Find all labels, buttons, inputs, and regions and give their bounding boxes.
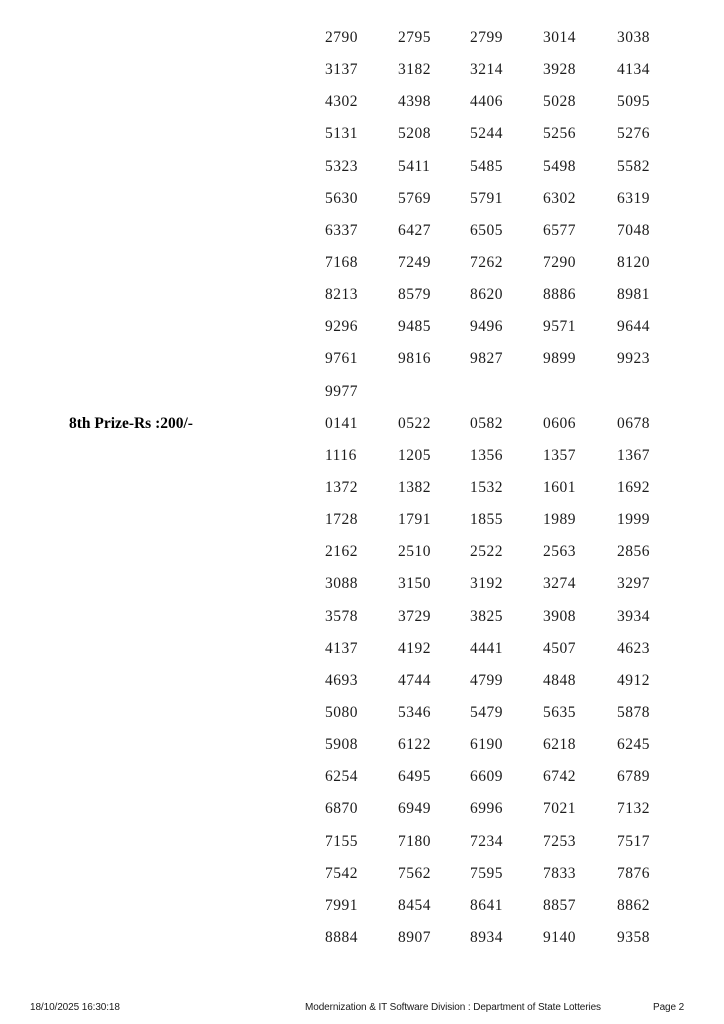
ticket-number: 9485 [398, 318, 431, 336]
ticket-number: 6577 [543, 221, 576, 239]
ticket-number: 3934 [617, 607, 650, 625]
ticket-number: 7253 [543, 832, 576, 850]
ticket-number: 4848 [543, 671, 576, 689]
number-row [0, 922, 724, 954]
footer-page-number: Page 2 [653, 1002, 685, 1013]
ticket-number: 2799 [470, 29, 503, 46]
ticket-number: 4744 [398, 671, 431, 689]
ticket-number: 8884 [325, 928, 358, 946]
ticket-number: 4623 [617, 639, 650, 657]
ticket-number: 3192 [470, 575, 503, 593]
ticket-number: 1116 [325, 446, 357, 464]
number-row [0, 504, 724, 536]
ticket-number: 4441 [470, 639, 503, 657]
number-row [0, 215, 724, 247]
ticket-number: 7290 [543, 253, 576, 271]
ticket-number: 9140 [543, 928, 576, 946]
ticket-number: 5479 [470, 703, 503, 721]
ticket-number: 6996 [470, 800, 503, 818]
number-row [0, 118, 724, 150]
ticket-number: 7132 [617, 800, 650, 818]
ticket-number: 6949 [398, 800, 431, 818]
number-row [0, 665, 724, 697]
ticket-number: 0606 [543, 414, 576, 432]
number-row [0, 697, 724, 729]
ticket-number: 5208 [398, 125, 431, 143]
ticket-number: 5411 [398, 157, 431, 175]
ticket-number: 7517 [617, 832, 650, 850]
ticket-number: 8120 [617, 253, 650, 271]
footer-division: Modernization & IT Software Division : Department of State Lotteries [305, 1002, 601, 1013]
number-row [0, 793, 724, 825]
number-row [0, 568, 724, 600]
ticket-number: 6427 [398, 221, 431, 239]
ticket-number: 6254 [325, 768, 358, 786]
ticket-number: 3825 [470, 607, 503, 625]
ticket-number: 1999 [617, 511, 650, 529]
ticket-number: 5256 [543, 125, 576, 143]
ticket-number: 5346 [398, 703, 431, 721]
ticket-number: 0141 [325, 414, 358, 432]
ticket-number: 8454 [398, 896, 431, 914]
ticket-number: 6495 [398, 768, 431, 786]
ticket-number: 2510 [398, 543, 431, 561]
ticket-number: 2522 [470, 543, 503, 561]
ticket-number: 9827 [470, 350, 503, 368]
ticket-number: 5630 [325, 189, 358, 207]
number-row [0, 408, 724, 440]
number-row [0, 22, 724, 54]
number-row [0, 761, 724, 793]
ticket-number: 1382 [398, 478, 431, 496]
ticket-number: 5878 [617, 703, 650, 721]
ticket-number: 5791 [470, 189, 503, 207]
ticket-number: 9571 [543, 318, 576, 336]
number-row [0, 311, 724, 343]
ticket-number: 6505 [470, 221, 503, 239]
ticket-number: 6122 [398, 736, 431, 754]
ticket-number: 1367 [617, 446, 650, 464]
ticket-number: 7168 [325, 253, 358, 271]
ticket-number: 5908 [325, 736, 358, 754]
ticket-number: 6742 [543, 768, 576, 786]
prize-label: 8th Prize-Rs :200/- [69, 414, 193, 432]
ticket-number: 4398 [398, 93, 431, 111]
ticket-number: 3297 [617, 575, 650, 593]
ticket-number: 4137 [325, 639, 358, 657]
ticket-number: 0678 [617, 414, 650, 432]
ticket-number: 0582 [470, 414, 503, 432]
ticket-number: 5582 [617, 157, 650, 175]
ticket-number: 2162 [325, 543, 358, 561]
ticket-number: 5131 [325, 125, 358, 143]
ticket-number: 7155 [325, 832, 358, 850]
ticket-number: 6245 [617, 736, 650, 754]
ticket-number: 6870 [325, 800, 358, 818]
ticket-number: 9977 [325, 382, 358, 400]
ticket-number: 6218 [543, 736, 576, 754]
number-row [0, 151, 724, 183]
ticket-number: 4507 [543, 639, 576, 657]
ticket-number: 4406 [470, 93, 503, 111]
number-grid [0, 22, 724, 954]
ticket-number: 9496 [470, 318, 503, 336]
ticket-number: 6609 [470, 768, 503, 786]
ticket-number: 2856 [617, 543, 650, 561]
ticket-number: 7249 [398, 253, 431, 271]
ticket-number: 7262 [470, 253, 503, 271]
ticket-number: 1728 [325, 511, 358, 529]
ticket-number: 7048 [617, 221, 650, 239]
ticket-number: 8907 [398, 928, 431, 946]
ticket-number: 5080 [325, 703, 358, 721]
ticket-number: 6337 [325, 221, 358, 239]
ticket-number: 9296 [325, 318, 358, 336]
number-row [0, 890, 724, 922]
ticket-number: 7234 [470, 832, 503, 850]
ticket-number: 3928 [543, 61, 576, 79]
ticket-number: 4693 [325, 671, 358, 689]
ticket-number: 7595 [470, 864, 503, 882]
ticket-number: 9761 [325, 350, 358, 368]
ticket-number: 6190 [470, 736, 503, 754]
number-row [0, 54, 724, 86]
ticket-number: 5323 [325, 157, 358, 175]
ticket-number: 8213 [325, 286, 358, 304]
ticket-number: 5095 [617, 93, 650, 111]
ticket-number: 3150 [398, 575, 431, 593]
ticket-number: 7542 [325, 864, 358, 882]
ticket-number: 3274 [543, 575, 576, 593]
ticket-number: 7876 [617, 864, 650, 882]
number-row [0, 858, 724, 890]
ticket-number: 5276 [617, 125, 650, 143]
ticket-number: 1532 [470, 478, 503, 496]
ticket-number: 0522 [398, 414, 431, 432]
ticket-number: 1205 [398, 446, 431, 464]
ticket-number: 4302 [325, 93, 358, 111]
number-row [0, 343, 724, 375]
number-row [0, 86, 724, 118]
ticket-number: 1372 [325, 478, 358, 496]
ticket-number: 8862 [617, 896, 650, 914]
number-row [0, 183, 724, 215]
ticket-number: 8934 [470, 928, 503, 946]
number-row [0, 247, 724, 279]
ticket-number: 5028 [543, 93, 576, 111]
ticket-number: 7833 [543, 864, 576, 882]
ticket-number: 2790 [325, 29, 358, 46]
ticket-number: 7180 [398, 832, 431, 850]
ticket-number: 3038 [617, 29, 650, 46]
ticket-number: 9899 [543, 350, 576, 368]
ticket-number: 1601 [543, 478, 576, 496]
number-row [0, 279, 724, 311]
ticket-number: 2795 [398, 29, 431, 46]
ticket-number: 6302 [543, 189, 576, 207]
ticket-number: 8857 [543, 896, 576, 914]
ticket-number: 4912 [617, 671, 650, 689]
number-row [0, 729, 724, 761]
ticket-number: 8579 [398, 286, 431, 304]
ticket-number: 5244 [470, 125, 503, 143]
ticket-number: 3014 [543, 29, 576, 46]
ticket-number: 5769 [398, 189, 431, 207]
number-row [0, 440, 724, 472]
footer-timestamp: 18/10/2025 16:30:18 [30, 1002, 120, 1013]
ticket-number: 6789 [617, 768, 650, 786]
ticket-number: 3137 [325, 61, 358, 79]
ticket-number: 9923 [617, 350, 650, 368]
ticket-number: 1356 [470, 446, 503, 464]
ticket-number: 5635 [543, 703, 576, 721]
ticket-number: 3182 [398, 61, 431, 79]
ticket-number: 1692 [617, 478, 650, 496]
ticket-number: 3908 [543, 607, 576, 625]
ticket-number: 5498 [543, 157, 576, 175]
ticket-number: 1989 [543, 511, 576, 529]
ticket-number: 8981 [617, 286, 650, 304]
ticket-number: 3088 [325, 575, 358, 593]
ticket-number: 7991 [325, 896, 358, 914]
ticket-number: 7562 [398, 864, 431, 882]
ticket-number: 9644 [617, 318, 650, 336]
number-row [0, 536, 724, 568]
ticket-number: 8641 [470, 896, 503, 914]
ticket-number: 3729 [398, 607, 431, 625]
number-row [0, 376, 724, 408]
ticket-number: 4192 [398, 639, 431, 657]
ticket-number: 5485 [470, 157, 503, 175]
number-row [0, 826, 724, 858]
ticket-number: 2563 [543, 543, 576, 561]
ticket-number: 6319 [617, 189, 650, 207]
ticket-number: 7021 [543, 800, 576, 818]
number-row [0, 601, 724, 633]
ticket-number: 4134 [617, 61, 650, 79]
ticket-number: 9358 [617, 928, 650, 946]
number-row [0, 633, 724, 665]
number-row [0, 472, 724, 504]
ticket-number: 9816 [398, 350, 431, 368]
ticket-number: 1357 [543, 446, 576, 464]
ticket-number: 3214 [470, 61, 503, 79]
ticket-number: 1855 [470, 511, 503, 529]
ticket-number: 4799 [470, 671, 503, 689]
ticket-number: 1791 [398, 511, 431, 529]
ticket-number: 3578 [325, 607, 358, 625]
ticket-number: 8886 [543, 286, 576, 304]
ticket-number: 8620 [470, 286, 503, 304]
